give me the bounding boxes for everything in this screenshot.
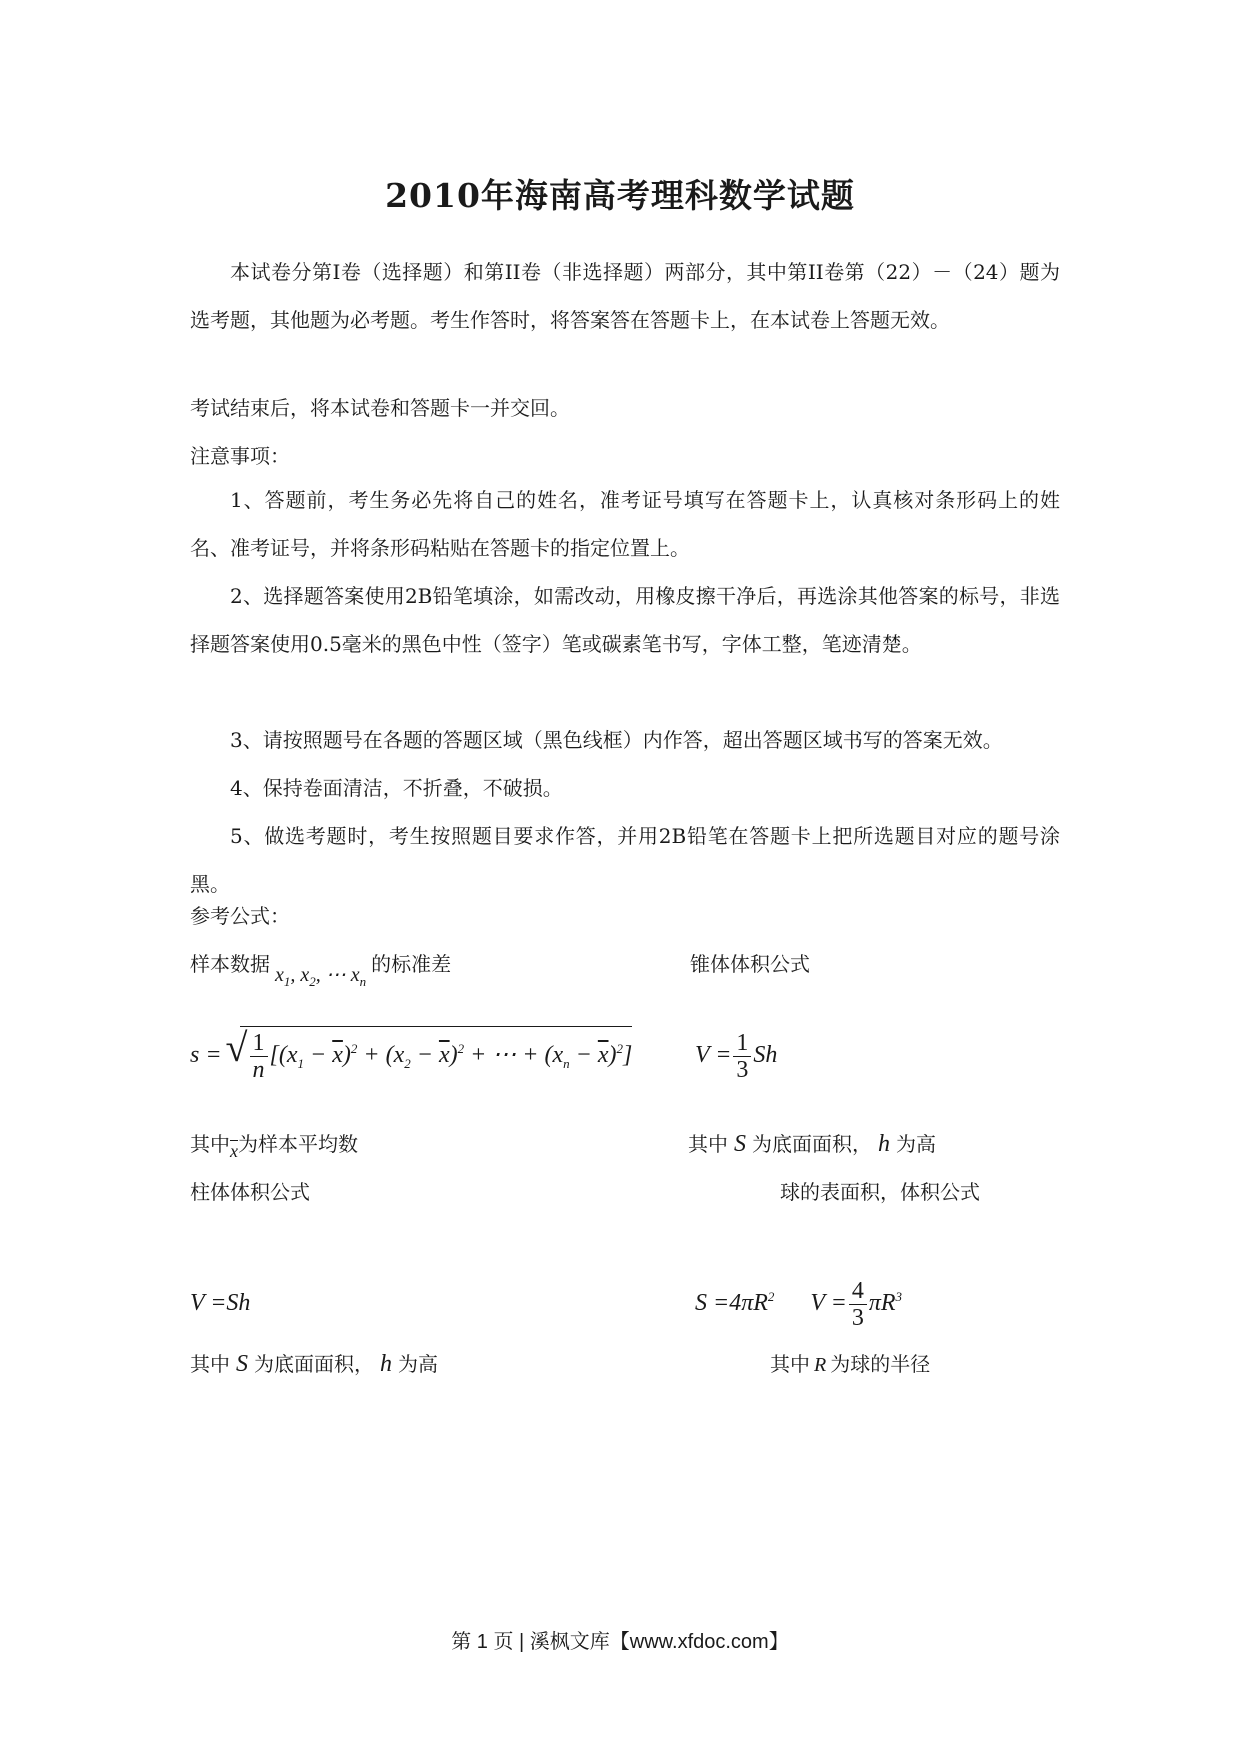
std-formula: s = √ $\frac{1}{n}$ [$(x_1 - \overline{x})^2 + (x_2 - \overline{x})^2$ + ⋯ + $(x_n - \overline{x})^2$] <box>190 1025 633 1083</box>
intro-paragraph: 本试卷分第I卷（选择题）和第II卷（非选择题）两部分，其中第II卷第（22）－（24）题为选考题，其他题为必考题。考生作答时，将答案答在答题卡上，在本试卷上答题无效。 <box>190 260 1060 332</box>
cylinder-formula: V =Sh <box>190 1290 251 1316</box>
cone-label: 锥体体积公式 <box>690 952 810 976</box>
cylinder-note: 其中 S 为底面面积， h 为高 <box>190 1351 438 1377</box>
cone-note: 其中 S 为底面面积， h 为高 <box>688 1131 936 1157</box>
end-note: 考试结束后，将本试卷和答题卡一并交回。 <box>190 396 570 420</box>
sample-data-expression: $x_1$, $x_2$, ⋯ $x_n$ <box>270 964 367 989</box>
notice-item-1: 1、答题前，考生务必先将自己的姓名，准考证号填写在答题卡上，认真核对条形码上的姓名、准考证号，并将条形码粘贴在答题卡的指定位置上。 <box>190 488 1060 560</box>
sphere-label: 球的表面积，体积公式 <box>780 1180 980 1204</box>
notice-item-4: 4、保持卷面清洁，不折叠，不破损。 <box>230 776 563 800</box>
cylinder-label: 柱体体积公式 <box>190 1180 310 1204</box>
cone-formula: V = $\frac{1}{3}$ Sh <box>695 1030 778 1083</box>
notice-item-2: 2、选择题答案使用2B铅笔填涂，如需改动，用橡皮擦干净后，再选涂其他答案的标号，非选择题答案使用0.5毫米的黑色中性（签字）笔或碳素笔书写，字体工整，笔迹清楚。 <box>190 584 1060 656</box>
sphere-note: 其中 R 为球的半径 <box>770 1352 931 1376</box>
page-footer: 第 1 页 | 溪枫文库【www.xfdoc.com】 <box>451 1631 789 1653</box>
sphere-formulas: $S =4\pi R^2$ V = $\frac{4}{3}$ $\pi R^3$ <box>695 1278 902 1331</box>
std-label: 样本数据 $x_1$, $x_2$, ⋯ $x_n$ 的标准差 <box>190 952 452 989</box>
page-title: 2010年海南高考理科数学试题 <box>385 176 855 215</box>
std-note: 其中$\overline{x}$为样本平均数 <box>190 1132 358 1161</box>
notice-heading: 注意事项： <box>190 444 290 468</box>
notice-item-3: 3、请按照题号在各题的答题区域（黑色线框）内作答，超出答题区域书写的答案无效。 <box>230 728 1003 752</box>
reference-heading: 参考公式： <box>190 904 290 928</box>
notice-item-5: 5、做选考题时，考生按照题目要求作答，并用2B铅笔在答题卡上把所选题目对应的题号涂黑。 <box>190 824 1060 896</box>
